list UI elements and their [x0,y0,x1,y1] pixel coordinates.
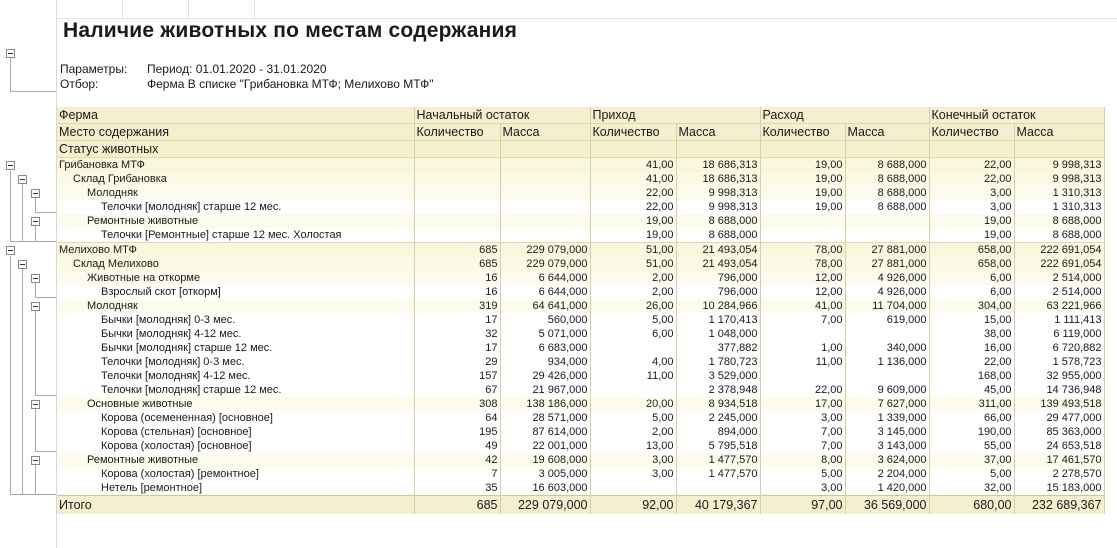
value-cell [760,327,845,341]
value-cell: 17 [414,313,500,327]
value-cell: 1 310,313 [1014,186,1104,200]
value-cell: 38,00 [929,327,1014,341]
value-cell: 24 653,518 [1014,439,1104,453]
header-status: Статус животных [57,141,414,158]
value-cell: 11,00 [590,369,676,383]
value-cell: 78,00 [760,257,845,271]
value-cell [845,369,929,383]
value-cell: 22,00 [760,383,845,397]
value-cell: 138 186,000 [500,397,590,411]
row-label: Корова (холостая) [основное] [57,439,414,453]
value-cell: 35 [414,481,500,496]
value-cell [500,228,590,243]
value-cell: 22,00 [929,172,1014,186]
total-value-cell: 685 [414,496,500,515]
value-cell: 12,00 [760,285,845,299]
value-cell: 2 245,000 [676,411,760,425]
value-cell: 29 [414,355,500,369]
value-cell: 6 119,000 [1014,327,1104,341]
header-col: Масса [500,124,590,141]
value-cell: 11,00 [760,355,845,369]
value-cell [414,228,500,243]
value-cell: 1 339,000 [845,411,929,425]
value-cell: 2,00 [590,271,676,285]
group-row[interactable] [57,453,1104,467]
value-cell [500,200,590,214]
status-row[interactable] [57,369,1104,383]
value-cell: 6,00 [929,271,1014,285]
value-cell: 685 [414,243,500,258]
value-cell: 37,00 [929,453,1014,467]
value-cell: 19,00 [760,172,845,186]
value-cell: 87 614,000 [500,425,590,439]
value-cell: 55,00 [929,439,1014,453]
location-row[interactable] [57,172,1104,186]
value-cell [760,214,845,228]
value-cell: 21 493,054 [676,257,760,271]
value-cell [845,327,929,341]
value-cell: 658,00 [929,257,1014,271]
value-cell: 1 048,000 [676,327,760,341]
status-row[interactable] [57,200,1104,214]
value-cell [845,228,929,243]
row-label: Мелихово МТФ [57,243,414,258]
total-label: Итого [57,496,414,515]
value-cell: 17 461,570 [1014,453,1104,467]
value-cell: 64 [414,411,500,425]
value-cell: 19,00 [929,214,1014,228]
header-row-columns [57,124,1104,141]
row-label: Телочки [молодняк] старше 12 мес. [57,383,414,397]
row-label: Молодняк [57,186,414,200]
header-location: Место содержания [57,124,414,141]
total-value-cell: 36 569,000 [845,496,929,515]
value-cell: 5,00 [590,411,676,425]
value-cell: 13,00 [590,439,676,453]
total-value-cell: 680,00 [929,496,1014,515]
value-cell: 7,00 [760,425,845,439]
value-cell: 1 780,723 [676,355,760,369]
value-cell: 8 688,000 [845,172,929,186]
collapse-group-icon[interactable] [31,217,40,226]
value-cell [676,481,760,496]
value-cell: 63 221,966 [1014,299,1104,313]
value-cell: 1 420,000 [845,481,929,496]
value-cell [590,341,676,355]
group-row[interactable] [57,299,1104,313]
value-cell: 15 183,000 [1014,481,1104,496]
value-cell: 15,00 [929,313,1014,327]
value-cell: 308 [414,397,500,411]
farm-row[interactable] [57,158,1104,173]
value-cell: 304,00 [929,299,1014,313]
value-cell: 6,00 [929,285,1014,299]
value-cell: 2 514,000 [1014,271,1104,285]
value-cell: 1 170,413 [676,313,760,327]
value-cell: 19,00 [760,200,845,214]
value-cell: 49 [414,439,500,453]
value-cell: 85 363,000 [1014,425,1104,439]
collapse-group-icon[interactable] [31,274,40,283]
value-cell: 311,00 [929,397,1014,411]
value-cell: 14 736,948 [1014,383,1104,397]
value-cell: 17 [414,341,500,355]
value-cell: 22,00 [929,158,1014,173]
row-label: Животные на откорме [57,271,414,285]
value-cell: 934,000 [500,355,590,369]
value-cell: 9 998,313 [676,186,760,200]
value-cell [414,200,500,214]
value-cell: 45,00 [929,383,1014,397]
value-cell: 2 514,000 [1014,285,1104,299]
value-cell: 4 926,000 [845,271,929,285]
value-cell [414,172,500,186]
value-cell: 16,00 [929,341,1014,355]
value-cell: 2 204,000 [845,467,929,481]
value-cell: 2 378,948 [676,383,760,397]
status-row[interactable] [57,481,1104,496]
value-cell [590,481,676,496]
value-cell: 51,00 [590,257,676,271]
total-value-cell: 229 079,000 [500,496,590,515]
value-cell: 32 [414,327,500,341]
location-row[interactable] [57,257,1104,271]
row-label: Телочки [молодняк] старше 12 мес. [57,200,414,214]
value-cell: 1 136,000 [845,355,929,369]
row-label: Бычки [молодняк] старше 12 мес. [57,341,414,355]
value-cell: 26,00 [590,299,676,313]
value-cell: 2,00 [590,285,676,299]
value-cell: 19 608,000 [500,453,590,467]
value-cell: 6,00 [590,327,676,341]
value-cell: 21 967,000 [500,383,590,397]
value-cell: 17,00 [760,397,845,411]
collapse-group-icon[interactable] [6,161,15,170]
value-cell: 7,00 [760,439,845,453]
value-cell: 4 926,000 [845,285,929,299]
value-cell: 10 284,966 [676,299,760,313]
group-row[interactable] [57,397,1104,411]
value-cell: 658,00 [929,243,1014,258]
value-cell: 8 688,000 [1014,214,1104,228]
value-cell: 8 688,000 [845,200,929,214]
status-row[interactable] [57,383,1104,397]
value-cell: 3 005,000 [500,467,590,481]
value-cell: 28 571,000 [500,411,590,425]
report-parameters [60,62,434,92]
value-cell: 6 644,000 [500,285,590,299]
value-cell: 11 704,000 [845,299,929,313]
value-cell: 1 111,413 [1014,313,1104,327]
collapse-group-icon[interactable] [31,456,40,465]
value-cell: 16 [414,285,500,299]
total-value-cell: 40 179,367 [676,496,760,515]
value-cell: 16 [414,271,500,285]
header-col: Количество [929,124,1014,141]
value-cell: 222 691,054 [1014,243,1104,258]
value-cell: 1 310,313 [1014,200,1104,214]
value-cell: 32,00 [929,481,1014,496]
value-cell: 78,00 [760,243,845,258]
value-cell: 5,00 [590,313,676,327]
value-cell: 22,00 [590,186,676,200]
row-label: Телочки [молодняк] 0-3 мес. [57,355,414,369]
value-cell: 6 720,882 [1014,341,1104,355]
value-cell: 8 688,000 [676,228,760,243]
header-closing-balance: Конечный остаток [929,107,1104,124]
value-cell: 319 [414,299,500,313]
value-cell: 3,00 [760,411,845,425]
value-cell: 195 [414,425,500,439]
status-row[interactable] [57,341,1104,355]
value-cell: 29 426,000 [500,369,590,383]
value-cell: 560,000 [500,313,590,327]
value-cell: 6 683,000 [500,341,590,355]
status-row[interactable] [57,425,1104,439]
value-cell: 1 477,570 [676,467,760,481]
value-cell: 12,00 [760,271,845,285]
value-cell: 8 688,000 [845,158,929,173]
filter-label: Отбор: [60,77,99,91]
value-cell: 3,00 [929,200,1014,214]
value-cell: 9 998,313 [1014,172,1104,186]
value-cell: 3,00 [590,467,676,481]
value-cell: 64 641,000 [500,299,590,313]
collapse-params-icon[interactable] [6,49,15,58]
params-label: Параметры: [60,62,128,76]
value-cell [760,369,845,383]
value-cell: 19,00 [760,158,845,173]
value-cell: 66,00 [929,411,1014,425]
value-cell: 3 145,000 [845,425,929,439]
value-cell: 1,00 [760,341,845,355]
value-cell: 1 477,570 [676,453,760,467]
header-row-groups [57,107,1104,124]
value-cell: 9 998,313 [676,200,760,214]
value-cell: 21 493,054 [676,243,760,258]
value-cell: 3,00 [760,481,845,496]
value-cell: 796,000 [676,285,760,299]
value-cell: 22,00 [590,200,676,214]
value-cell [500,186,590,200]
value-cell: 27 881,000 [845,257,929,271]
value-cell: 6 644,000 [500,271,590,285]
value-cell: 9 998,313 [1014,158,1104,173]
value-cell: 5,00 [929,467,1014,481]
value-cell [845,214,929,228]
value-cell: 8 688,000 [1014,228,1104,243]
value-cell: 190,00 [929,425,1014,439]
row-label: Телочки [молодняк] 4-12 мес. [57,369,414,383]
group-row[interactable] [57,214,1104,228]
header-receipt: Приход [590,107,760,124]
value-cell: 894,000 [676,425,760,439]
value-cell: 8 688,000 [845,186,929,200]
tree-gutter [0,0,57,548]
value-cell [414,158,500,173]
total-value-cell: 232 689,367 [1014,496,1104,515]
value-cell: 7,00 [760,313,845,327]
value-cell: 3,00 [929,186,1014,200]
row-label: Молодняк [57,299,414,313]
value-cell: 222 691,054 [1014,257,1104,271]
row-label: Бычки [молодняк] 0-3 мес. [57,313,414,327]
header-opening-balance: Начальный остаток [414,107,590,124]
value-cell: 4,00 [590,355,676,369]
value-cell: 7 627,000 [845,397,929,411]
group-row[interactable] [57,271,1104,285]
value-cell: 19,00 [590,214,676,228]
value-cell [590,383,676,397]
row-label: Основные животные [57,397,414,411]
total-row [57,496,1104,515]
header-farm: Ферма [57,107,414,124]
value-cell [414,214,500,228]
value-cell: 796,000 [676,271,760,285]
value-cell: 16 603,000 [500,481,590,496]
value-cell: 18 686,313 [676,172,760,186]
value-cell: 168,00 [929,369,1014,383]
row-label: Корова (стельная) [основное] [57,425,414,439]
params-value: Период: 01.01.2020 - 31.01.2020 [147,62,327,76]
value-cell [500,214,590,228]
value-cell [760,228,845,243]
total-value-cell: 92,00 [590,496,676,515]
value-cell: 3 624,000 [845,453,929,467]
row-label: Корова (осемененная) [основное] [57,411,414,425]
value-cell: 41,00 [760,299,845,313]
status-row[interactable] [57,355,1104,369]
value-cell: 8,00 [760,453,845,467]
value-cell: 22 001,000 [500,439,590,453]
value-cell: 377,882 [676,341,760,355]
report-title: Наличие животных по местам содержания [63,19,518,42]
row-label: Корова (холостая) [ремонтное] [57,467,414,481]
header-col: Масса [1014,124,1104,141]
collapse-group-icon[interactable] [6,246,15,255]
value-cell: 5 795,518 [676,439,760,453]
row-label: Бычки [молодняк] 4-12 мес. [57,327,414,341]
value-cell: 8 688,000 [676,214,760,228]
row-label: Взрослый скот [откорм] [57,285,414,299]
status-row[interactable] [57,467,1104,481]
value-cell: 5 071,000 [500,327,590,341]
value-cell: 8 934,518 [676,397,760,411]
header-col: Количество [414,124,500,141]
collapse-group-icon[interactable] [31,302,40,311]
status-row[interactable] [57,439,1104,453]
value-cell: 19,00 [760,186,845,200]
status-row[interactable] [57,411,1104,425]
value-cell: 42 [414,453,500,467]
value-cell: 5,00 [760,467,845,481]
value-cell: 139 493,518 [1014,397,1104,411]
header-col: Количество [760,124,845,141]
value-cell: 41,00 [590,158,676,173]
value-cell: 685 [414,257,500,271]
value-cell: 20,00 [590,397,676,411]
value-cell [414,186,500,200]
value-cell: 9 609,000 [845,383,929,397]
value-cell: 29 477,000 [1014,411,1104,425]
group-row[interactable] [57,186,1104,200]
collapse-group-icon[interactable] [31,400,40,409]
status-row[interactable] [57,228,1104,243]
value-cell: 51,00 [590,243,676,258]
row-label: Склад Грибановка [57,172,414,186]
value-cell: 22,00 [929,355,1014,369]
value-cell: 3 529,000 [676,369,760,383]
row-label: Телочки [Ремонтные] старше 12 мес. Холостая [57,228,414,243]
value-cell [500,158,590,173]
header-col: Количество [590,124,676,141]
row-label: Склад Мелихово [57,257,414,271]
value-cell: 67 [414,383,500,397]
status-row[interactable] [57,313,1104,327]
value-cell: 19,00 [590,228,676,243]
report-table [57,107,1105,514]
value-cell: 1 578,723 [1014,355,1104,369]
collapse-group-icon[interactable] [31,189,40,198]
value-cell: 2 278,570 [1014,467,1104,481]
value-cell: 27 881,000 [845,243,929,258]
collapse-group-icon[interactable] [18,175,27,184]
value-cell: 18 686,313 [676,158,760,173]
value-cell: 32 955,000 [1014,369,1104,383]
header-row-status [57,141,1104,158]
total-value-cell: 97,00 [760,496,845,515]
value-cell: 229 079,000 [500,243,590,258]
value-cell: 340,000 [845,341,929,355]
row-label: Грибановка МТФ [57,158,414,173]
header-col: Масса [676,124,760,141]
value-cell: 229 079,000 [500,257,590,271]
header-expense: Расход [760,107,929,124]
status-row[interactable] [57,285,1104,299]
status-row[interactable] [57,327,1104,341]
value-cell: 2,00 [590,425,676,439]
collapse-group-icon[interactable] [18,260,27,269]
row-label: Нетель [ремонтное] [57,481,414,496]
value-cell: 157 [414,369,500,383]
row-label: Ремонтные животные [57,453,414,467]
farm-row[interactable] [57,243,1104,258]
value-cell: 41,00 [590,172,676,186]
value-cell: 7 [414,467,500,481]
value-cell: 619,000 [845,313,929,327]
value-cell [500,172,590,186]
value-cell: 3,00 [590,453,676,467]
filter-value: Ферма В списке "Грибановка МТФ; Мелихово МТФ" [147,77,434,91]
header-col: Масса [845,124,929,141]
column-header-band [56,0,1117,19]
row-label: Ремонтные животные [57,214,414,228]
value-cell: 19,00 [929,228,1014,243]
value-cell: 3 143,000 [845,439,929,453]
